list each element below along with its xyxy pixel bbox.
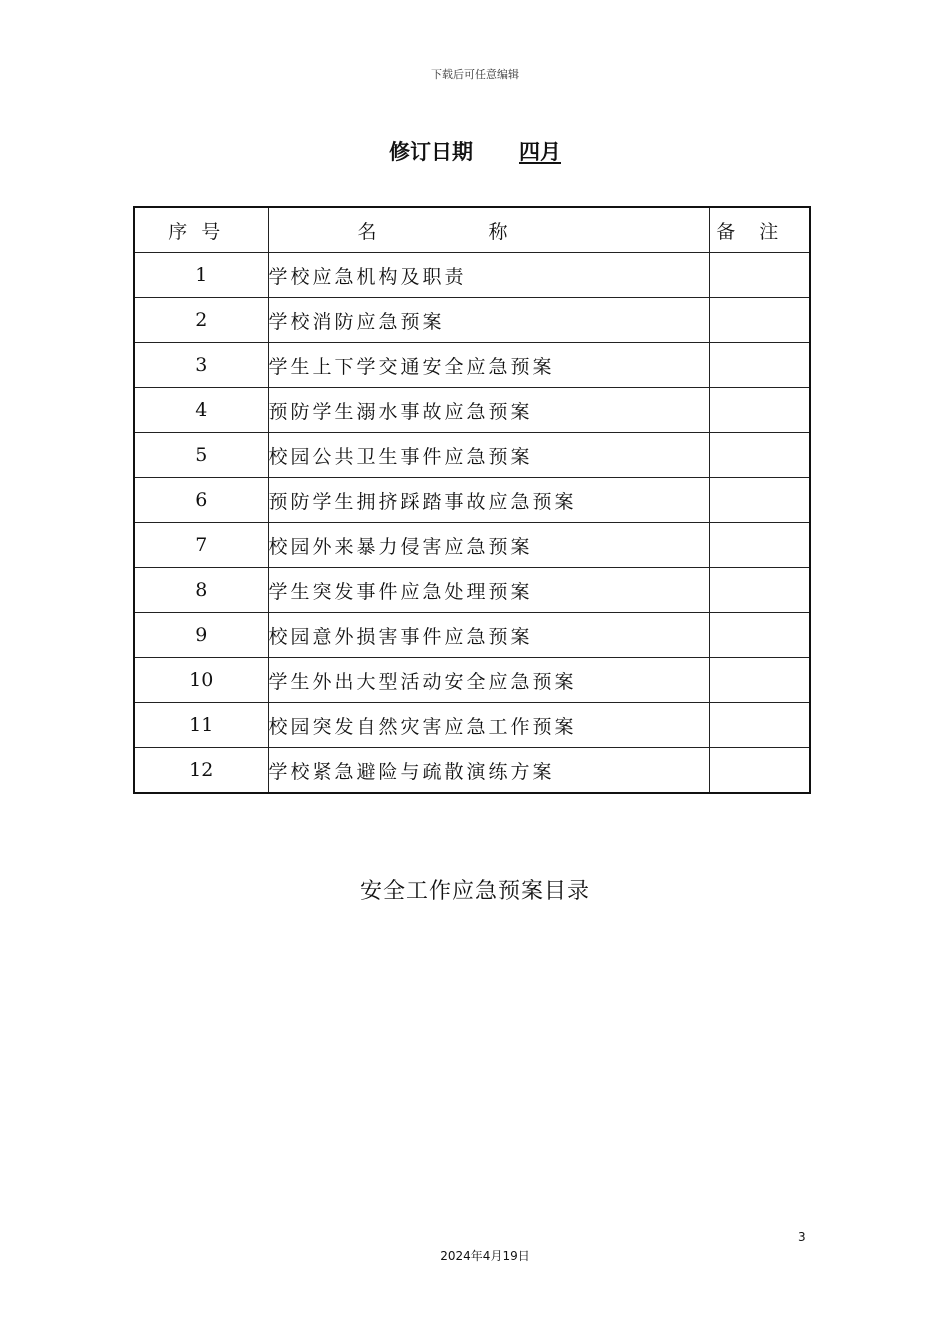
row-plan-name: 校园意外损害事件应急预案 [268,613,709,658]
row-remarks [709,343,810,388]
table-row [134,253,810,298]
row-remarks [709,658,810,703]
revision-date-value: 四月 [519,140,561,164]
row-serial-number: 11 [134,703,268,748]
row-serial-number: 5 [134,433,268,478]
table-row [134,748,810,794]
header-note: 下载后可任意编辑 [431,68,519,81]
table-row [134,658,810,703]
row-plan-name: 学生突发事件应急处理预案 [268,568,709,613]
table-row [134,298,810,343]
row-remarks [709,433,810,478]
document-subtitle: 安全工作应急预案目录 [359,879,590,904]
header-serial-number: 序号 [134,207,268,253]
row-remarks [709,253,810,298]
row-remarks [709,298,810,343]
table-row [134,478,810,523]
row-serial-number: 12 [134,748,268,794]
row-serial-number: 4 [134,388,268,433]
row-plan-name: 校园公共卫生事件应急预案 [268,433,709,478]
row-serial-number: 1 [134,253,268,298]
row-remarks [709,748,810,794]
row-plan-name: 预防学生拥挤踩踏事故应急预案 [268,478,709,523]
header-remarks: 备注 [709,207,810,253]
row-serial-number: 3 [134,343,268,388]
row-remarks [709,568,810,613]
row-plan-name: 学校消防应急预案 [268,298,709,343]
row-plan-name: 学生外出大型活动安全应急预案 [268,658,709,703]
row-plan-name: 学生上下学交通安全应急预案 [268,343,709,388]
table-body [134,253,810,794]
row-plan-name: 校园突发自然灾害应急工作预案 [268,703,709,748]
row-plan-name: 学校紧急避险与疏散演练方案 [268,748,709,794]
table-row [134,343,810,388]
table-row [134,433,810,478]
table-row [134,568,810,613]
table-row [134,523,810,568]
page-number: 3 [798,1230,806,1244]
row-serial-number: 9 [134,613,268,658]
row-remarks [709,613,810,658]
row-serial-number: 2 [134,298,268,343]
row-plan-name: 学校应急机构及职责 [268,253,709,298]
row-remarks [709,523,810,568]
row-serial-number: 6 [134,478,268,523]
footer-date: 2024年4月19日 [440,1249,530,1263]
revision-date-label: 修订日期 [389,140,473,164]
row-serial-number: 8 [134,568,268,613]
row-remarks [709,478,810,523]
table-row [134,613,810,658]
revision-date-title [0,136,950,166]
table-row [134,388,810,433]
row-serial-number: 7 [134,523,268,568]
row-serial-number: 10 [134,658,268,703]
table-header-row [134,207,810,253]
header-name: 名称 [268,207,709,253]
row-remarks [709,703,810,748]
row-plan-name: 校园外来暴力侵害应急预案 [268,523,709,568]
row-remarks [709,388,810,433]
table-row [134,703,810,748]
row-plan-name: 预防学生溺水事故应急预案 [268,388,709,433]
plan-index-table [133,206,811,794]
